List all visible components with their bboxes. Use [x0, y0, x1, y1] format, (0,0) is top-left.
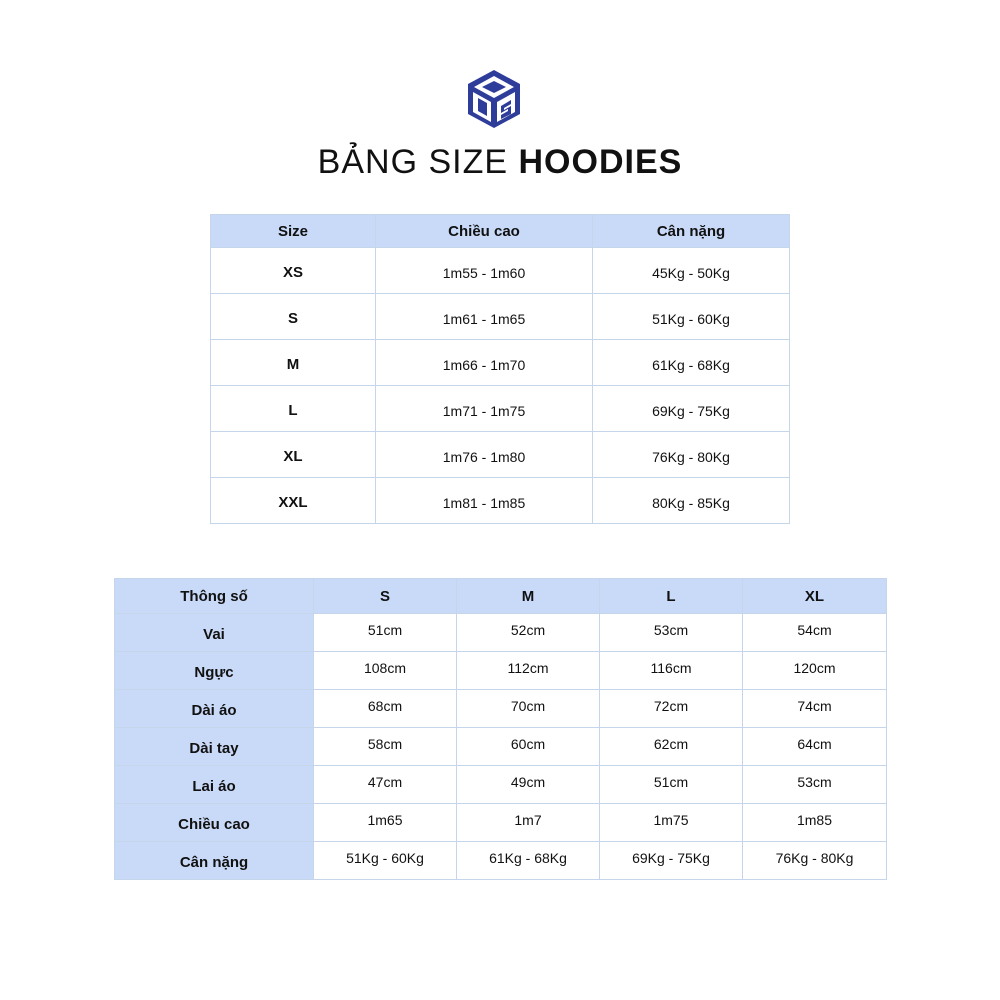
value-cell: 116cm [600, 652, 743, 690]
height-cell: 1m55 - 1m60 [376, 248, 593, 294]
value-cell: 47cm [314, 766, 457, 804]
size-xl-header-cell: XL [743, 579, 887, 614]
size-s-header-cell: S [314, 579, 457, 614]
height-header-cell: Chiều cao [376, 215, 593, 248]
value-cell: 51Kg - 60Kg [314, 842, 457, 880]
size-cell: XXL [211, 478, 376, 524]
table-row [115, 842, 887, 880]
table-row [211, 248, 790, 294]
param-cell: Dài tay [115, 728, 314, 766]
param-cell: Dài áo [115, 690, 314, 728]
value-cell: 60cm [457, 728, 600, 766]
size-cell: M [211, 340, 376, 386]
value-cell: 51cm [314, 614, 457, 652]
weight-cell: 76Kg - 80Kg [593, 432, 790, 478]
value-cell: 64cm [743, 728, 887, 766]
table-row [211, 432, 790, 478]
value-cell: 72cm [600, 690, 743, 728]
table-row [115, 614, 887, 652]
value-cell: 53cm [743, 766, 887, 804]
size-m-header-cell: M [457, 579, 600, 614]
measurement-table [114, 578, 887, 880]
value-cell: 74cm [743, 690, 887, 728]
page-title [0, 140, 1000, 184]
table-row [211, 340, 790, 386]
table-row [211, 294, 790, 340]
value-cell: 51cm [600, 766, 743, 804]
size-cell: XS [211, 248, 376, 294]
weight-header-cell: Cân nặng [593, 215, 790, 248]
value-cell: 49cm [457, 766, 600, 804]
value-cell: 108cm [314, 652, 457, 690]
size-cell: L [211, 386, 376, 432]
param-header-cell: Thông số [115, 579, 314, 614]
height-cell: 1m76 - 1m80 [376, 432, 593, 478]
value-cell: 120cm [743, 652, 887, 690]
measurement-header-row [115, 579, 887, 614]
brand-logo-icon [466, 68, 522, 130]
table-row [115, 728, 887, 766]
value-cell: 1m75 [600, 804, 743, 842]
param-cell: Ngực [115, 652, 314, 690]
weight-cell: 69Kg - 75Kg [593, 386, 790, 432]
size-cell: XL [211, 432, 376, 478]
value-cell: 68cm [314, 690, 457, 728]
table-row [211, 386, 790, 432]
value-cell: 58cm [314, 728, 457, 766]
table-row [115, 766, 887, 804]
value-cell: 70cm [457, 690, 600, 728]
value-cell: 53cm [600, 614, 743, 652]
weight-cell: 45Kg - 50Kg [593, 248, 790, 294]
value-cell: 112cm [457, 652, 600, 690]
table-row [115, 690, 887, 728]
value-cell: 1m7 [457, 804, 600, 842]
weight-cell: 61Kg - 68Kg [593, 340, 790, 386]
value-cell: 1m85 [743, 804, 887, 842]
param-cell: Chiều cao [115, 804, 314, 842]
param-cell: Lai áo [115, 766, 314, 804]
value-cell: 54cm [743, 614, 887, 652]
weight-cell: 51Kg - 60Kg [593, 294, 790, 340]
title-bold: HOODIES [518, 143, 683, 181]
param-cell: Cân nặng [115, 842, 314, 880]
size-l-header-cell: L [600, 579, 743, 614]
table-row [211, 478, 790, 524]
value-cell: 52cm [457, 614, 600, 652]
size-header-cell: Size [211, 215, 376, 248]
size-table [210, 214, 790, 524]
value-cell: 69Kg - 75Kg [600, 842, 743, 880]
value-cell: 1m65 [314, 804, 457, 842]
value-cell: 62cm [600, 728, 743, 766]
title-light: BẢNG SIZE [317, 143, 509, 181]
param-cell: Vai [115, 614, 314, 652]
table-row [115, 804, 887, 842]
height-cell: 1m71 - 1m75 [376, 386, 593, 432]
table-row [115, 652, 887, 690]
size-cell: S [211, 294, 376, 340]
height-cell: 1m66 - 1m70 [376, 340, 593, 386]
size-table-header-row [211, 215, 790, 248]
height-cell: 1m81 - 1m85 [376, 478, 593, 524]
weight-cell: 80Kg - 85Kg [593, 478, 790, 524]
height-cell: 1m61 - 1m65 [376, 294, 593, 340]
value-cell: 76Kg - 80Kg [743, 842, 887, 880]
value-cell: 61Kg - 68Kg [457, 842, 600, 880]
